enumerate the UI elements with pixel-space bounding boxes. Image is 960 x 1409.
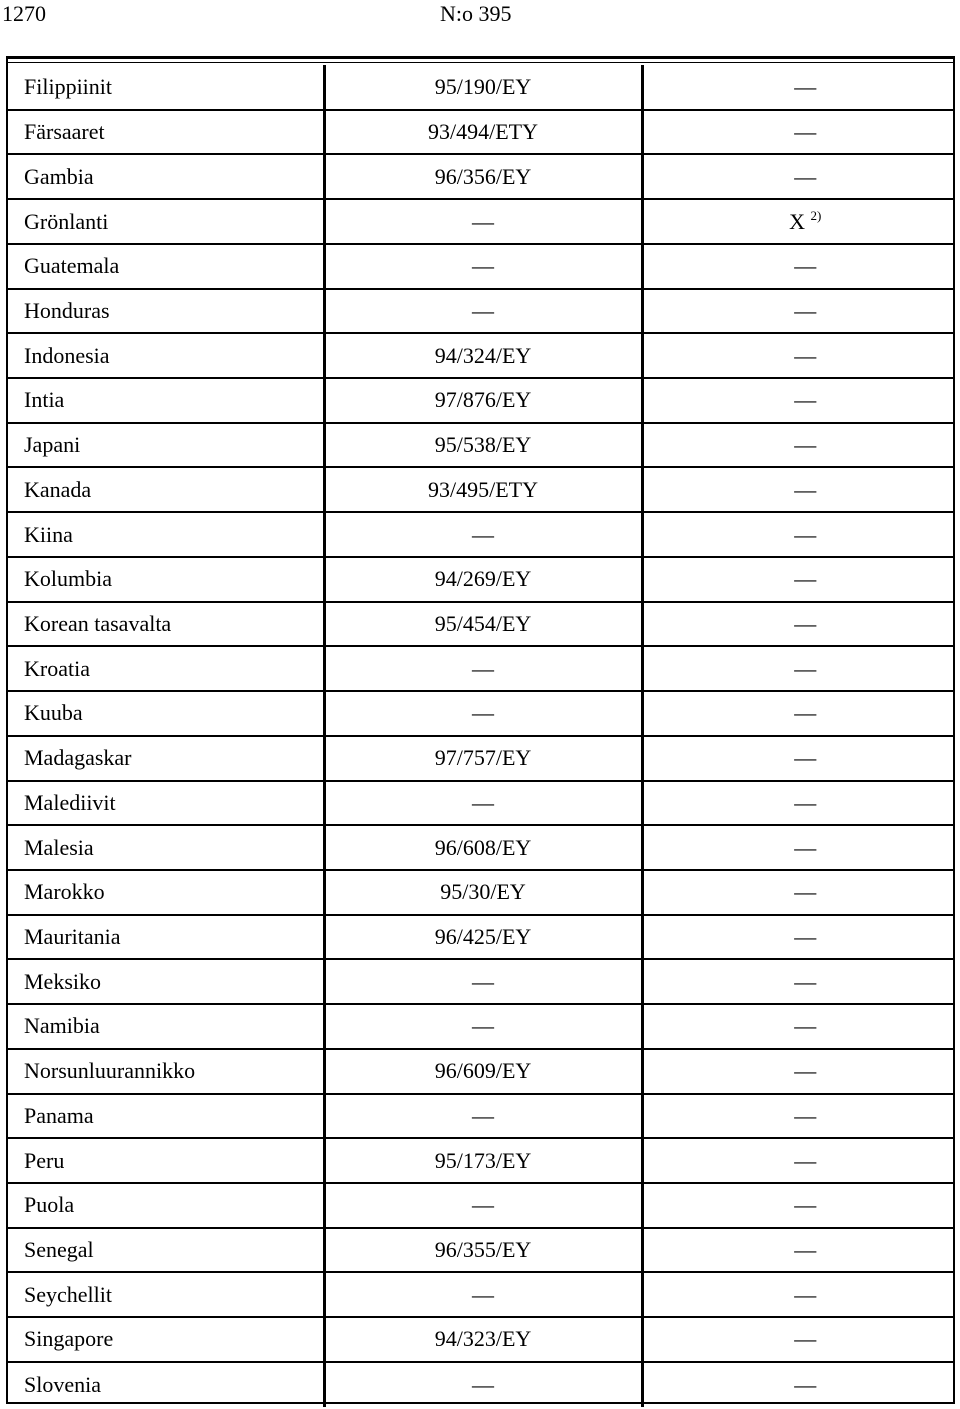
mark-cell (642, 423, 953, 468)
regulation-cell: 94/269/EY (324, 557, 642, 602)
mark-cell (642, 378, 953, 423)
table-row (8, 199, 953, 244)
mark-value: — (794, 924, 817, 950)
country-cell: Grönlanti (8, 199, 324, 244)
page-header (0, 0, 960, 30)
country-cell: Indonesia (8, 333, 324, 378)
mark-value: — (794, 1237, 817, 1263)
regulation-cell: 95/30/EY (324, 870, 642, 915)
mark-value: — (794, 521, 817, 547)
table-row (8, 1228, 953, 1273)
country-cell: Panama (8, 1094, 324, 1139)
table-row (8, 870, 953, 915)
mark-value: — (794, 745, 817, 771)
country-cell: Kiina (8, 512, 324, 557)
table-row (8, 378, 953, 423)
country-cell: Puola (8, 1183, 324, 1228)
table-row (8, 467, 953, 512)
regulation-cell: — (324, 1272, 642, 1317)
country-cell: Japani (8, 423, 324, 468)
regulation-cell: — (324, 1004, 642, 1049)
country-cell: Gambia (8, 154, 324, 199)
regulation-cell: 96/356/EY (324, 154, 642, 199)
table-row (8, 1317, 953, 1362)
country-cell: Namibia (8, 1004, 324, 1049)
table-row (8, 1138, 953, 1183)
country-cell: Intia (8, 378, 324, 423)
regulation-cell: 94/324/EY (324, 333, 642, 378)
mark-cell (642, 65, 953, 110)
table-row (8, 557, 953, 602)
regulation-cell: — (324, 959, 642, 1004)
mark-cell (642, 1317, 953, 1362)
table-row (8, 915, 953, 960)
country-cell: Kolumbia (8, 557, 324, 602)
mark-cell (642, 1094, 953, 1139)
regulation-cell: 96/609/EY (324, 1049, 642, 1094)
mark-value: — (794, 1371, 817, 1397)
country-cell: Slovenia (8, 1362, 324, 1407)
regulation-cell: — (324, 512, 642, 557)
mark-cell (642, 333, 953, 378)
mark-cell (642, 467, 953, 512)
regulation-cell: 95/538/EY (324, 423, 642, 468)
table-row (8, 959, 953, 1004)
mark-cell (642, 870, 953, 915)
mark-value: — (794, 566, 817, 592)
table-row (8, 1004, 953, 1049)
mark-cell (642, 289, 953, 334)
regulation-cell: 95/173/EY (324, 1138, 642, 1183)
country-cell: Kanada (8, 467, 324, 512)
regulation-cell: 96/425/EY (324, 915, 642, 960)
country-cell: Guatemala (8, 244, 324, 289)
mark-cell (642, 557, 953, 602)
mark-cell (642, 691, 953, 736)
regulation-cell: 97/757/EY (324, 736, 642, 781)
table-row (8, 1362, 953, 1407)
mark-cell (642, 781, 953, 826)
mark-value: — (794, 1102, 817, 1128)
regulation-cell: — (324, 691, 642, 736)
mark-value: — (794, 163, 817, 189)
mark-value: — (794, 1058, 817, 1084)
table-row (8, 602, 953, 647)
mark-cell (642, 959, 953, 1004)
table-body (8, 65, 953, 1407)
mark-value: — (794, 968, 817, 994)
table-row (8, 691, 953, 736)
regulation-cell: 95/190/EY (324, 65, 642, 110)
mark-value: — (794, 432, 817, 458)
mark-cell (642, 1004, 953, 1049)
regulation-cell: 96/355/EY (324, 1228, 642, 1273)
regulation-cell: — (324, 646, 642, 691)
country-cell: Meksiko (8, 959, 324, 1004)
country-cell: Marokko (8, 870, 324, 915)
table-row (8, 646, 953, 691)
country-cell: Singapore (8, 1317, 324, 1362)
table-row (8, 1049, 953, 1094)
mark-value: — (794, 1192, 817, 1218)
country-cell: Senegal (8, 1228, 324, 1273)
mark-cell (642, 1272, 953, 1317)
country-cell: Madagaskar (8, 736, 324, 781)
footnote-marker: 2) (810, 207, 822, 223)
table-row (8, 1272, 953, 1317)
regulation-cell: 95/454/EY (324, 602, 642, 647)
country-cell: Kuuba (8, 691, 324, 736)
country-cell: Korean tasavalta (8, 602, 324, 647)
mark-cell (642, 199, 953, 244)
mark-value: — (794, 1281, 817, 1307)
country-cell: Kroatia (8, 646, 324, 691)
regulation-cell: — (324, 1183, 642, 1228)
mark-value: — (794, 789, 817, 815)
mark-cell (642, 110, 953, 155)
table-row (8, 423, 953, 468)
table-row (8, 333, 953, 378)
regulation-cell: — (324, 289, 642, 334)
regulation-cell: — (324, 244, 642, 289)
country-table (6, 56, 955, 1404)
country-cell: Färsaaret (8, 110, 324, 155)
mark-value: — (794, 253, 817, 279)
regulation-cell: 93/495/ETY (324, 467, 642, 512)
regulation-cell: 94/323/EY (324, 1317, 642, 1362)
country-cell: Honduras (8, 289, 324, 334)
regulation-cell: — (324, 1362, 642, 1407)
table-row (8, 825, 953, 870)
regulation-cell: 96/608/EY (324, 825, 642, 870)
mark-cell (642, 736, 953, 781)
mark-cell (642, 1362, 953, 1407)
mark-cell (642, 602, 953, 647)
table-row (8, 736, 953, 781)
country-cell: Filippiinit (8, 65, 324, 110)
mark-value: — (794, 700, 817, 726)
mark-cell (642, 915, 953, 960)
mark-cell (642, 1049, 953, 1094)
country-cell: Malediivit (8, 781, 324, 826)
mark-value: — (794, 834, 817, 860)
mark-cell (642, 244, 953, 289)
mark-value: — (794, 73, 817, 99)
mark-cell (642, 646, 953, 691)
mark-cell (642, 512, 953, 557)
page-number: 1270 (2, 1, 46, 26)
mark-value: — (794, 610, 817, 636)
mark-value: — (794, 1147, 817, 1173)
mark-value: — (794, 655, 817, 681)
table-row (8, 244, 953, 289)
table-row (8, 781, 953, 826)
mark-value: — (794, 1326, 817, 1352)
regulation-cell: 93/494/ETY (324, 110, 642, 155)
table-row (8, 289, 953, 334)
mark-value: — (794, 879, 817, 905)
table-row (8, 512, 953, 557)
regulation-cell: — (324, 781, 642, 826)
country-cell: Malesia (8, 825, 324, 870)
country-cell: Seychellit (8, 1272, 324, 1317)
mark-value: — (794, 342, 817, 368)
mark-value: — (794, 119, 817, 145)
mark-cell (642, 825, 953, 870)
mark-value: — (794, 476, 817, 502)
mark-value: X (789, 208, 806, 234)
document-number: N:o 395 (440, 1, 512, 26)
mark-cell (642, 1183, 953, 1228)
mark-cell (642, 154, 953, 199)
country-cell: Peru (8, 1138, 324, 1183)
table-row (8, 110, 953, 155)
regulation-cell: 97/876/EY (324, 378, 642, 423)
table-row (8, 154, 953, 199)
regulation-cell: — (324, 199, 642, 244)
mark-cell (642, 1138, 953, 1183)
country-cell: Mauritania (8, 915, 324, 960)
table-row (8, 1183, 953, 1228)
country-table-grid (8, 65, 953, 1407)
regulation-cell: — (324, 1094, 642, 1139)
mark-value: — (794, 387, 817, 413)
mark-cell (642, 1228, 953, 1273)
mark-value: — (794, 1013, 817, 1039)
table-row (8, 65, 953, 110)
country-cell: Norsunluurannikko (8, 1049, 324, 1094)
table-row (8, 1094, 953, 1139)
mark-value: — (794, 297, 817, 323)
